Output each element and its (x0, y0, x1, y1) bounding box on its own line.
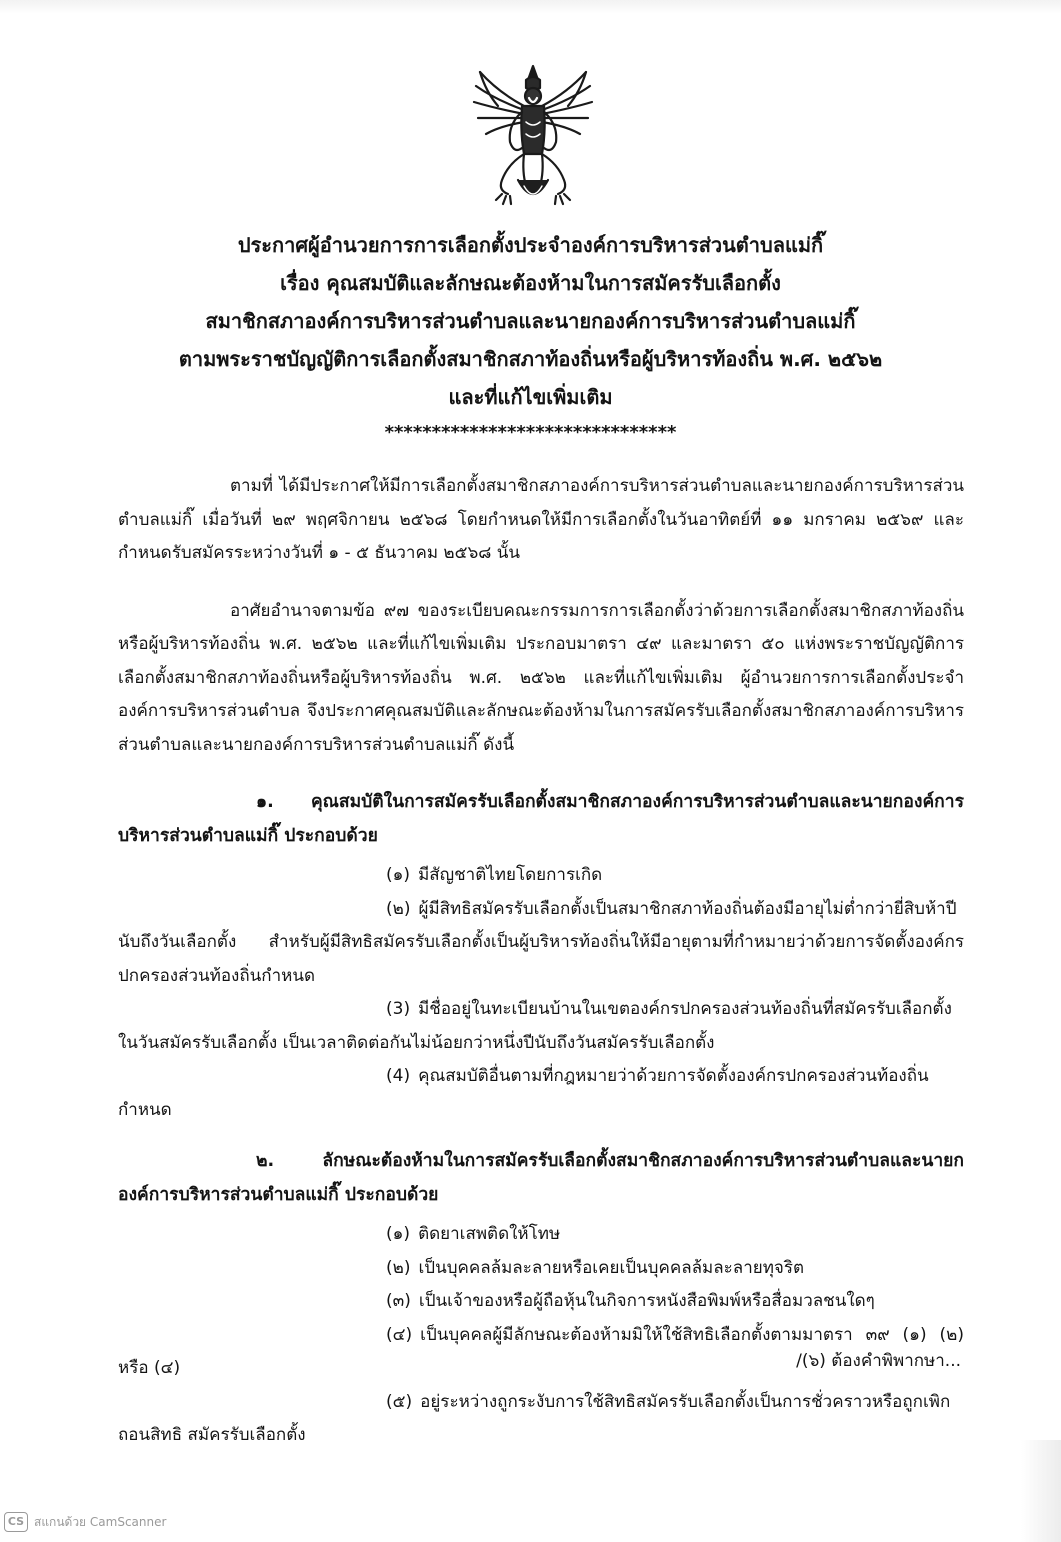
list-item (118, 1285, 964, 1319)
paragraph-1: ตามที่ ได้มีประกาศให้มีการเลือกตั้งสมาชิกสภาองค์การบริหารส่วนตำบลและนายกองค์การบริหารส่วนตำบลแม่กิ๊ เมื่อวันที่ ๒๙ พฤศจิกายน ๒๕๖๘ โดยกำหนดให้มีการเลือกตั้งในวันอาทิตย์ที่ ๑๑ มกราคม ๒๕๖๙ และกำหนดรับสมัครระหว่างวันที่ ๑ - ๕ ธันวาคม ๒๕๖๘ นั้น (118, 476, 964, 563)
document-body (118, 470, 964, 1453)
title-separator: ******************************* (384, 422, 677, 443)
item-number: (๔) (386, 1324, 413, 1345)
camscanner-logo-icon: CS (4, 1512, 28, 1532)
list-item (118, 1386, 964, 1453)
list-item (118, 1252, 964, 1286)
page-continuation-note: /(๖) ต้องคำพิพากษา... (796, 1351, 961, 1371)
item-text: ผู้มีสิทธิสมัครรับเลือกตั้งเป็นสมาชิกสภาท้องถิ่นต้องมีอายุไม่ต่ำกว่ายี่สิบห้าปีนับถึงวันเลือกตั้ง สำหรับผู้มีสิทธิสมัครรับเลือกตั้งเป็นผู้บริหารท้องถิ่นให้มีอายุตามที่กำหมายว่าด้วยการจัดตั้งองค์กรปกครองส่วนท้องถิ่นกำหนด (118, 898, 964, 986)
item-text: ติดยาเสพติดให้โทษ (418, 1224, 561, 1244)
scan-edge-top (0, 0, 1061, 14)
title-line-3: สมาชิกสภาองค์การบริหารส่วนตำบลและนายกองค์การบริหารส่วนตำบลแม่กิ๊ (205, 309, 856, 333)
item-number: (๑) (386, 1224, 411, 1244)
camscanner-watermark (4, 1512, 166, 1532)
list-item (118, 893, 964, 994)
item-text: คุณสมบัติอื่นตามที่กฎหมายว่าด้วยการจัดตั้งองค์กรปกครองส่วนท้องถิ่นกำหนด (118, 1066, 929, 1120)
item-text: เป็นเจ้าของหรือผู้ถือหุ้นในกิจการหนังสือพิมพ์หรือสื่อมวลชนใดๆ (418, 1291, 875, 1311)
title-line-4: ตามพระราชบัญญัติการเลือกตั้งสมาชิกสภาท้องถิ่นหรือผู้บริหารท้องถิ่น พ.ศ. ๒๕๖๒ (178, 347, 883, 371)
list-item (118, 1060, 964, 1127)
section-1-heading: ๑. คุณสมบัติในการสมัครรับเลือกตั้งสมาชิกสภาองค์การบริหารส่วนตำบลและนายกองค์การบริหารส่วนตำบลแม่กิ๊ ประกอบด้วย (118, 792, 964, 846)
title-line-1: ประกาศผู้อำนวยการการเลือกตั้งประจำองค์การบริหารส่วนตำบลแม่กิ๊ (237, 233, 824, 257)
title-line-2: เรื่อง คุณสมบัติและลักษณะต้องห้ามในการสมัครรับเลือกตั้ง (280, 271, 781, 295)
list-item (118, 1218, 964, 1252)
item-text: เป็นบุคคลล้มละลายหรือเคยเป็นบุคคลล้มละลายทุจริต (418, 1257, 805, 1278)
paragraph-2: อาศัยอำนาจตามข้อ ๙๗ ของระเบียบคณะกรรมการการเลือกตั้งว่าด้วยการเลือกตั้งสมาชิกสภาท้องถิ่นหรือผู้บริหารท้องถิ่น พ.ศ. ๒๕๖๒ และที่แก้ไขเพิ่มเติม ประกอบมาตรา ๔๙ และมาตรา ๕๐ แห่งพระราชบัญญัติการเลือกตั้งสมาชิกสภาท้องถิ่นหรือผู้บริหารท้องถิ่น พ.ศ. ๒๕๖๒ และที่แก้ไขเพิ่มเติม ผู้อำนวยการการเลือกตั้งประจำองค์การบริหารส่วนตำบล จึงประกาศคุณสมบัติและลักษณะต้องห้ามในการสมัครรับเลือกตั้งสมาชิกสภาองค์การบริหารส่วนตำบลและนายกองค์การบริหารส่วนตำบลแม่กิ๊ ดังนี้ (118, 600, 964, 755)
item-number: (๑) (386, 865, 411, 885)
scan-edge-right (1021, 1440, 1061, 1542)
title-line-5: และที่แก้ไขเพิ่มเติม (448, 385, 613, 409)
item-text: มีชื่ออยู่ในทะเบียนบ้านในเขตองค์กรปกครองส่วนท้องถิ่นที่สมัครรับเลือกตั้งในวันสมัครรับเลือกตั้ง เป็นเวลาติดต่อกันไม่น้อยกว่าหนึ่งปีนับถึงวันสมัครรับเลือกตั้ง (118, 999, 952, 1053)
camscanner-text: สแกนด้วย CamScanner (34, 1514, 167, 1529)
garuda-emblem-icon (468, 62, 598, 210)
item-text: มีสัญชาติไทยโดยการเกิด (418, 865, 603, 885)
item-number: (๒) (386, 898, 411, 919)
item-text: อยู่ระหว่างถูกระงับการใช้สิทธิสมัครรับเลือกตั้งเป็นการชั่วคราวหรือถูกเพิกถอนสิทธิ สมัครรับเลือกตั้ง (118, 1391, 951, 1445)
section-2-heading: ๒. ลักษณะต้องห้ามในการสมัครรับเลือกตั้งสมาชิกสภาองค์การบริหารส่วนตำบลและนายกองค์การบริหารส่วนตำบลแม่กิ๊ ประกอบด้วย (118, 1151, 964, 1205)
announcement-title (0, 226, 1061, 448)
list-item (118, 859, 964, 893)
item-number: (3) (386, 999, 411, 1019)
item-number: (4) (386, 1066, 411, 1086)
item-number: (๓) (386, 1291, 411, 1311)
item-number: (๕) (386, 1391, 413, 1412)
item-number: (๒) (386, 1257, 411, 1278)
section-gap (118, 1127, 964, 1145)
list-item (118, 993, 964, 1060)
item-text: เป็นบุคคลผู้มีลักษณะต้องห้ามมิให้ใช้สิทธิเลือกตั้งตามมาตรา ๓๙ (๑) (๒) หรือ (๔) (118, 1324, 964, 1378)
